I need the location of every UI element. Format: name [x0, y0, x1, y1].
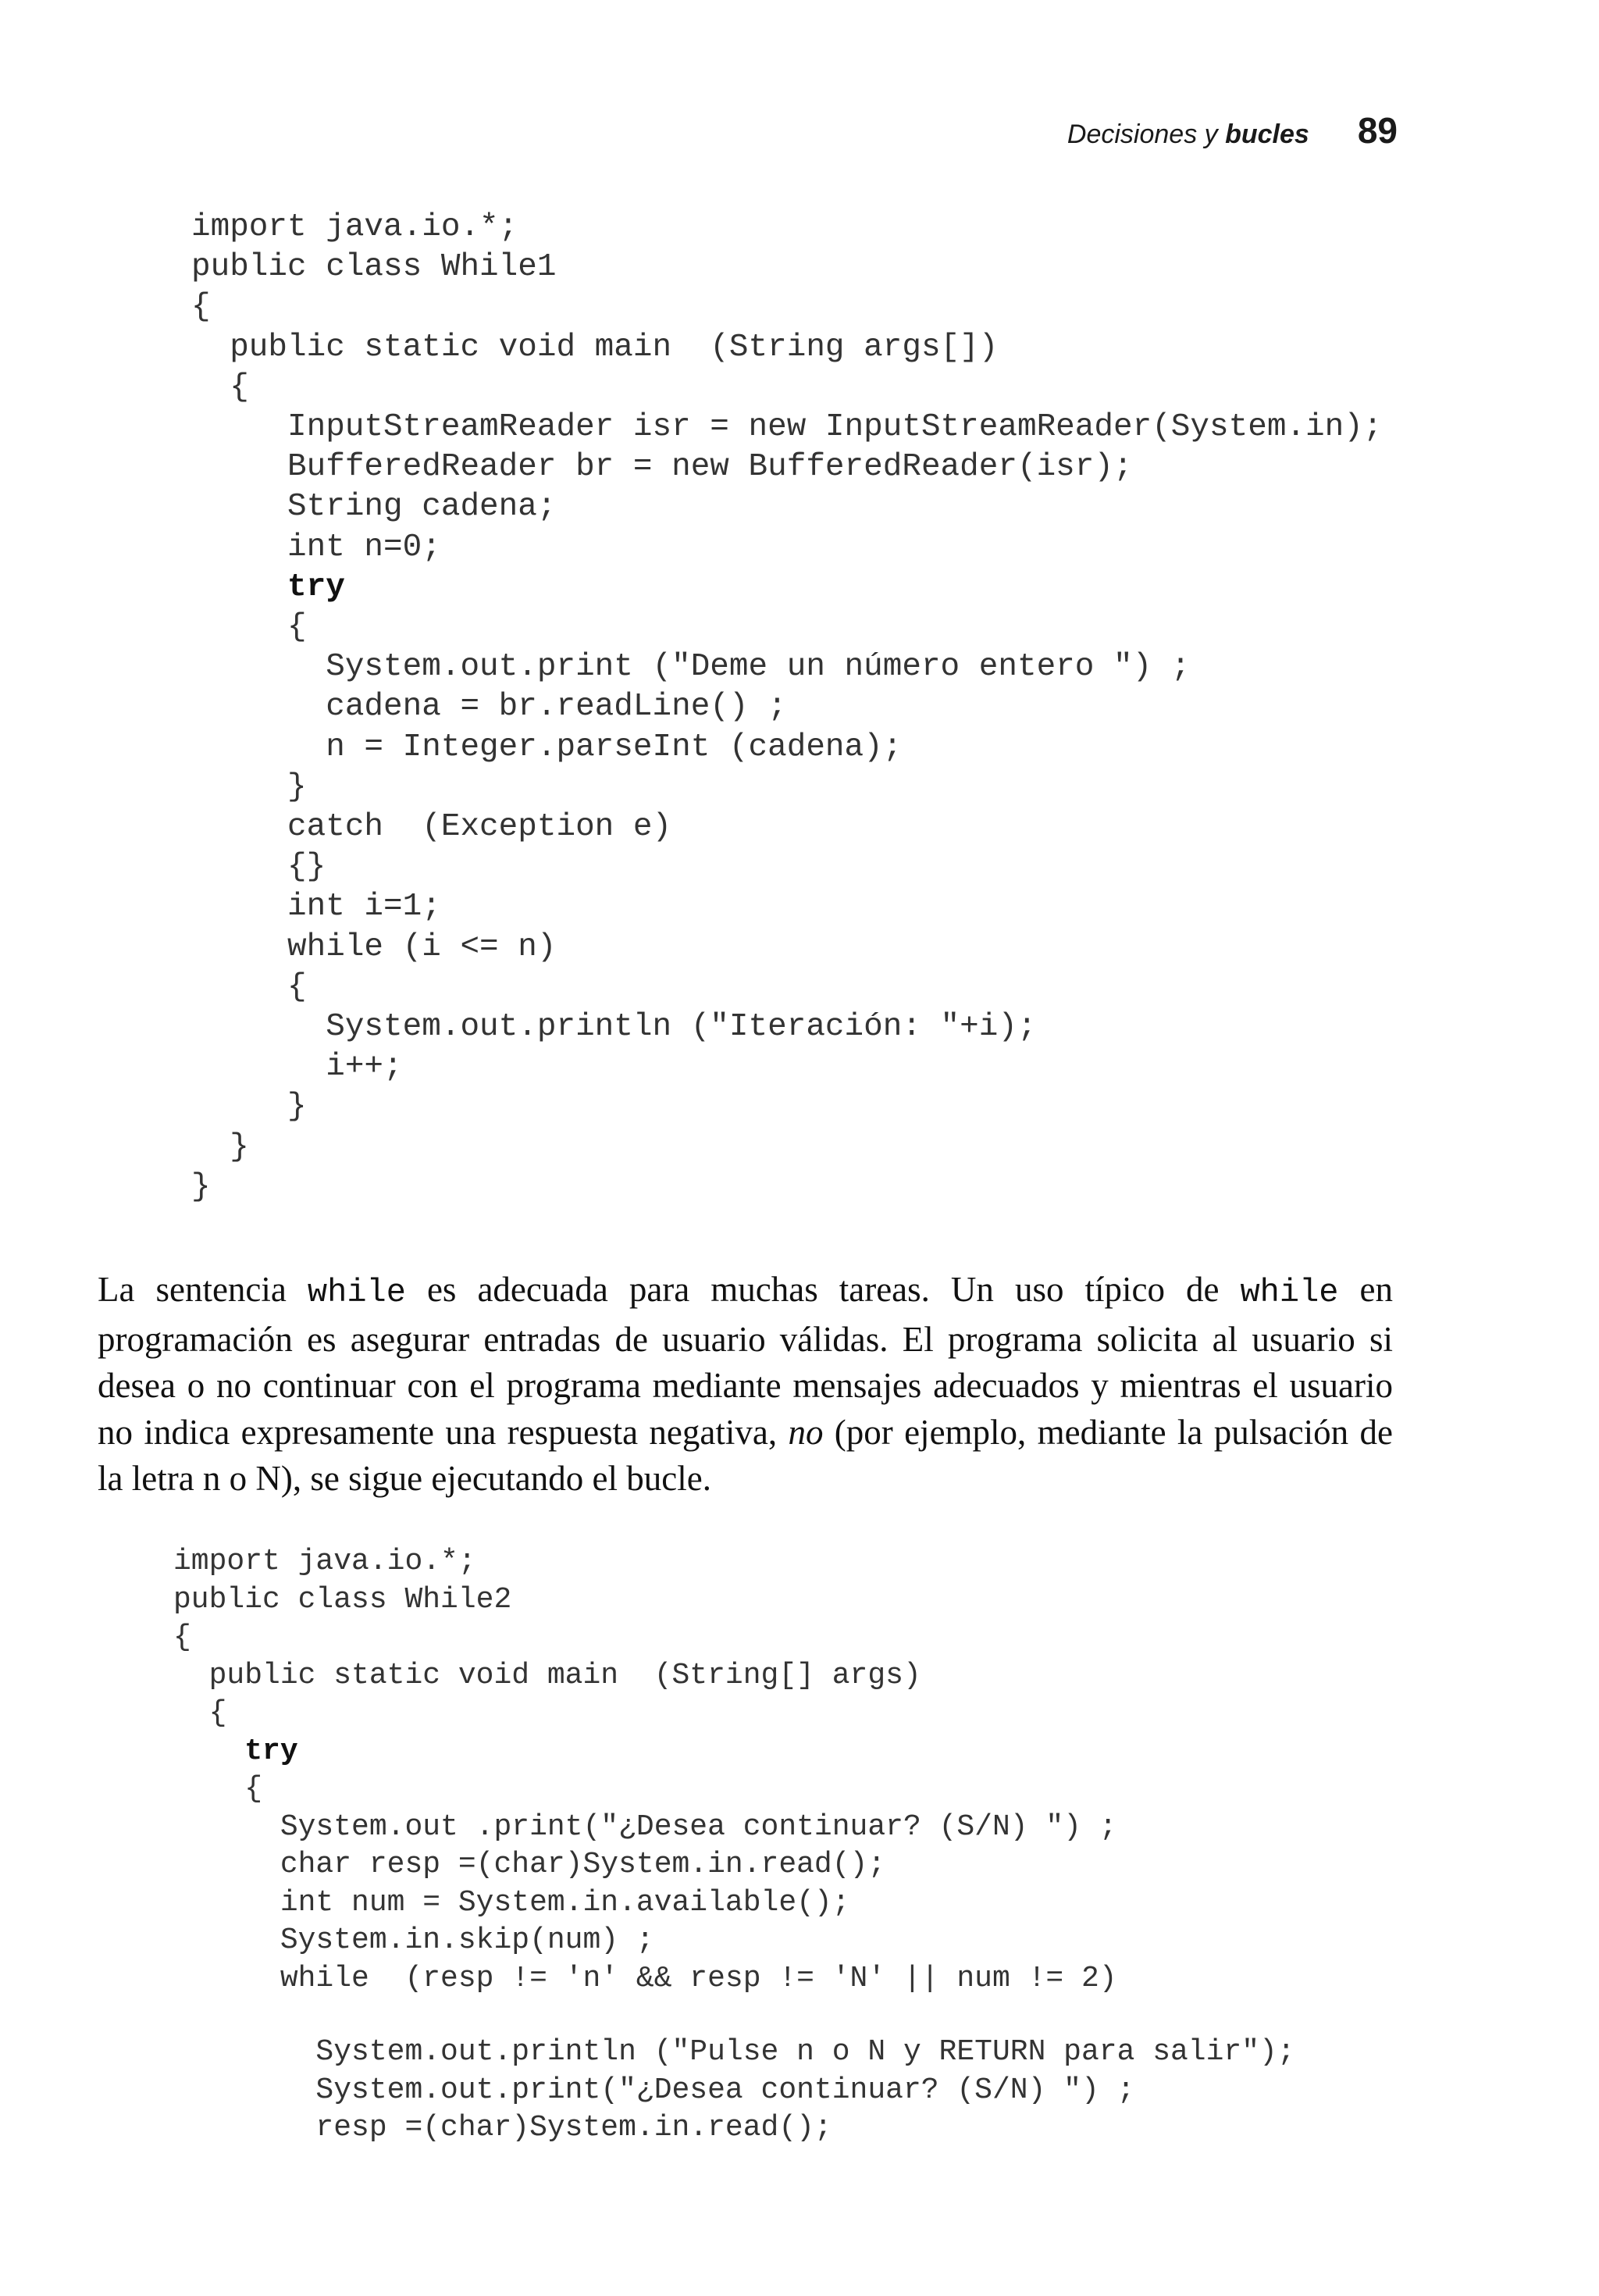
- body-paragraph: [98, 1267, 1393, 1503]
- code-line: while (i <= n): [191, 929, 557, 965]
- paragraph-text: ), se sigue ejecutando el bucle.: [280, 1459, 711, 1498]
- key-letter-n: n: [202, 1459, 221, 1498]
- code-line: int i=1;: [191, 889, 441, 925]
- code-line: {: [191, 609, 307, 646]
- code-line: import java.io.*;: [191, 209, 518, 245]
- inline-code-while: while: [1240, 1274, 1339, 1311]
- code-line: }: [191, 768, 307, 805]
- code-line: public static void main (String args[]): [191, 329, 999, 365]
- code-block-while2: [173, 1543, 1295, 2148]
- code-line: resp =(char)System.in.read();: [173, 2111, 832, 2144]
- section-title-part1: Decisiones y: [1067, 119, 1226, 149]
- code-line: System.in.skip(num) ;: [173, 1923, 654, 1957]
- code-line: int n=0;: [191, 529, 441, 565]
- code-line: catch (Exception e): [191, 809, 672, 846]
- code-line: String cadena;: [191, 489, 557, 526]
- code-line: char resp =(char)System.in.read();: [173, 1848, 886, 1881]
- code-line-keyword: try: [191, 569, 345, 605]
- emphasis-no: no: [788, 1412, 824, 1452]
- code-line: {: [191, 369, 249, 405]
- code-line: InputStreamReader isr = new InputStreamReader(System.in);: [191, 409, 1383, 446]
- code-line: {: [173, 1620, 191, 1654]
- code-line: while (resp != 'n' && resp != 'N' || num != 2): [173, 1961, 1117, 1995]
- code-line: import java.io.*;: [173, 1545, 476, 1578]
- code-line: {: [191, 289, 211, 326]
- running-header: [1067, 109, 1398, 152]
- code-line: BufferedReader br = new BufferedReader(isr);: [191, 449, 1133, 486]
- code-line: n = Integer.parseInt (cadena);: [191, 729, 903, 765]
- code-line: System.out.print ("Deme un número entero ") ;: [191, 649, 1191, 686]
- code-line: public class While1: [191, 249, 557, 286]
- paragraph-text: (por ejemplo, mediante la pulsación de la letra: [98, 1412, 1393, 1498]
- code-line: System.out.println ("Iteración: "+i);: [191, 1009, 1037, 1046]
- code-line: }: [191, 1089, 307, 1125]
- code-line: System.out.println ("Pulse n o N y RETURN para salir");: [173, 2035, 1295, 2069]
- code-line: {: [173, 1696, 227, 1730]
- key-letter-N: N: [255, 1459, 281, 1498]
- code-line: }: [191, 1168, 211, 1205]
- code-line: int num = System.in.available();: [173, 1885, 850, 1920]
- code-line: i++;: [191, 1049, 403, 1086]
- code-line: cadena = br.readLine() ;: [191, 689, 787, 726]
- code-line: System.out .print("¿Desea continuar? (S/N) ") ;: [173, 1809, 1117, 1844]
- code-line: }: [191, 1128, 249, 1165]
- paragraph-text: La sentencia: [98, 1270, 308, 1309]
- code-block-while1: [191, 208, 1382, 1207]
- code-line: public static void main (String[] args): [173, 1658, 921, 1692]
- section-title-part2: bucles: [1225, 119, 1309, 149]
- code-line: {: [191, 968, 307, 1005]
- inline-code-while: while: [307, 1274, 406, 1311]
- paragraph-text: es adecuada para muchas tareas. Un uso típico de: [405, 1270, 1241, 1309]
- code-line: public class While2: [173, 1582, 512, 1617]
- section-title: [1067, 119, 1309, 150]
- paragraph-text: en programación es asegurar entradas de usuario válidas. El programa solicita al usuario si desea o no continuar con el programa mediante mensajes adecuados y mientras el usuario no indica expresamente una respuesta negativa,: [98, 1270, 1393, 1452]
- code-line: {}: [191, 849, 326, 886]
- paragraph-text: o: [220, 1459, 256, 1498]
- code-line: System.out.print("¿Desea continuar? (S/N) ") ;: [173, 2073, 1135, 2107]
- page-number: 89: [1357, 110, 1398, 151]
- code-line-keyword: try: [173, 1734, 298, 1768]
- code-line: {: [173, 1772, 263, 1806]
